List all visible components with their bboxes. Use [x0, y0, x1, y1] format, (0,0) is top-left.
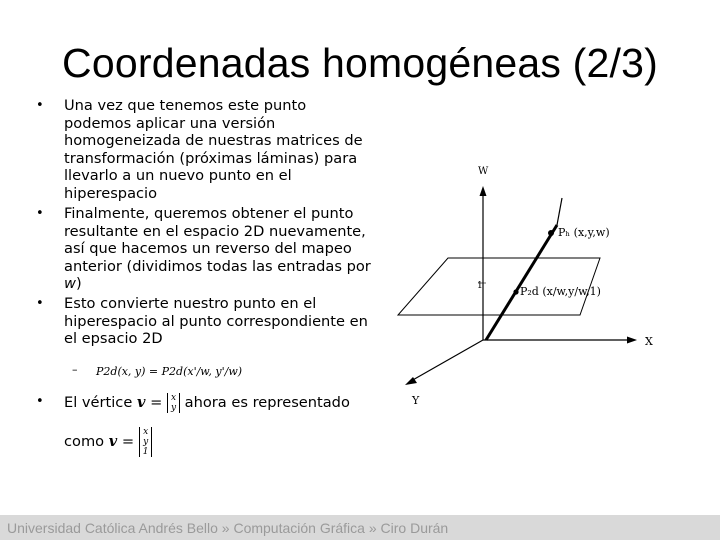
- vector-h-y: y: [143, 437, 149, 447]
- footer-text: Universidad Católica Andrés Bello » Computación Gráfica » Ciro Durán: [7, 520, 449, 536]
- w-axis-arrow: [480, 186, 487, 196]
- vector-h-1: 1: [142, 447, 149, 457]
- x-axis-arrow: [627, 337, 637, 344]
- footer-bar: [0, 515, 720, 540]
- slide-title: Coordenadas homogéneas (2/3): [62, 40, 658, 86]
- vector-h-x: x: [143, 427, 149, 437]
- x-axis-label: X: [645, 335, 653, 348]
- y-axis: [411, 340, 483, 381]
- bullet-1: • Una vez que tenemos este punto podemos aplicar una versión homogeneizada de nuestras matrices de transformación (próximas láminas) para llevarlo a un nuevo punto en el hiperespacio: [36, 97, 376, 202]
- bullet-3: • Esto convierte nuestro punto en el hiperespacio al punto correspondiente en el epsacio 2D: [36, 295, 376, 348]
- vertex-var-2: v: [108, 433, 118, 450]
- bullet-2-text: Finalmente, queremos obtener el punto resultante en el espacio 2D nuevamente, así que hacemos un reverso del mapeo anterior (dividimos todas las entradas por: [64, 205, 371, 275]
- bullet-2-var: w: [64, 275, 76, 292]
- w-axis-label: W: [478, 166, 489, 177]
- y-axis-label: Y: [412, 394, 420, 407]
- bullet-4-eq: =: [145, 394, 167, 411]
- bullet-4-eq-2: =: [117, 433, 139, 450]
- projection-line: [486, 225, 557, 340]
- bullet-4-line2-prefix: como: [64, 433, 109, 450]
- w1-marker: 1: [477, 281, 483, 291]
- point-2d-label: P₂d (x/w,y/w,1): [520, 285, 601, 298]
- vertex-var: v: [136, 394, 146, 411]
- sub-formula: P2d(x, y) = P2d(x'/w, y'/w): [96, 365, 243, 378]
- point-h: [548, 230, 554, 236]
- point-2d: [513, 289, 518, 294]
- bullet-4-prefix: El vértice: [64, 394, 137, 411]
- bullet-2-end: ): [75, 275, 82, 292]
- bullet-4-suffix: ahora es representado: [180, 394, 350, 411]
- vector-2d-x: x: [170, 393, 177, 403]
- point-h-label: Pₕ (x,y,w): [558, 226, 610, 239]
- vector-2d-y: y: [170, 403, 177, 413]
